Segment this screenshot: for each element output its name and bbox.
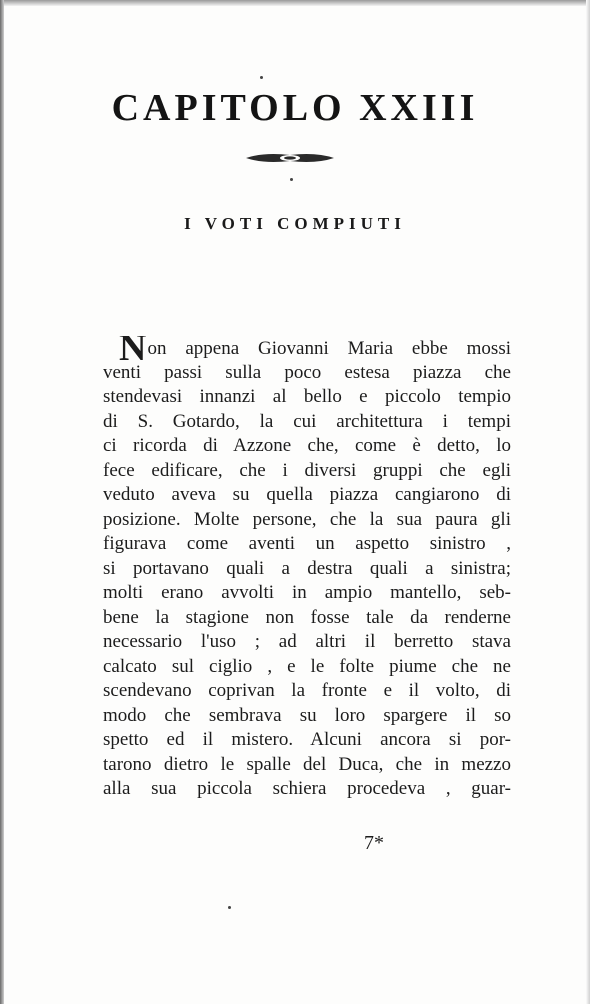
drop-cap: N: [119, 336, 147, 361]
text-line: veduto aveva su quella piazza cangiarono di: [103, 484, 511, 505]
text-line: tarono dietro le spalle del Duca, che in mezzo: [103, 753, 511, 775]
text-line: fece edificare, che i diversi gruppi che egli: [103, 459, 511, 481]
ornament-icon: [244, 148, 336, 168]
text-line: venti passi sulla poco estesa piazza che: [103, 361, 511, 383]
text-line: molti erano avvolti in ampio mantello, seb-: [103, 582, 511, 603]
section-title: I VOTI COMPIUTI: [184, 214, 406, 233]
text-line: stendevasi innanzi al bello e piccolo tempio: [103, 386, 511, 407]
speck: [228, 906, 231, 909]
speck: [260, 76, 263, 79]
text-line: spetto ed il mistero. Alcuni ancora si por-: [103, 729, 511, 750]
page-left-edge: [0, 0, 4, 1004]
text-line: si portavano quali a destra quali a sinistra;: [103, 557, 511, 579]
page-top-edge: [0, 0, 590, 6]
chapter-title: CAPITOLO XXIII: [111, 87, 479, 129]
text-line: ci ricorda di Azzone che, come è detto, lo: [103, 435, 511, 456]
text-line: di S. Gotardo, la cui architettura i tempi: [103, 410, 511, 432]
page-right-edge: [586, 0, 590, 1004]
text-line: posizione. Molte persone, che la sua paura gli: [103, 508, 511, 530]
text-line: calcato sul ciglio , e le folte piume che ne: [103, 655, 511, 677]
body-paragraph: [103, 336, 511, 802]
text-line: necessario l'uso ; ad altri il berretto stava: [103, 631, 511, 652]
speck: [290, 178, 293, 181]
text-line: bene la stagione non fosse tale da renderne: [103, 606, 511, 628]
text-line: modo che sembrava su loro spargere il so: [103, 704, 511, 726]
text-line: Non appena Giovanni Maria ebbe mossi: [103, 336, 511, 361]
signature-mark: 7*: [364, 832, 384, 854]
text-line: alla sua piccola schiera procedeva , guar-: [103, 778, 511, 799]
text-line: scendevano coprivan la fronte e il volto, di: [103, 680, 511, 701]
text-line: figurava come aventi un aspetto sinistro ,: [103, 533, 511, 554]
